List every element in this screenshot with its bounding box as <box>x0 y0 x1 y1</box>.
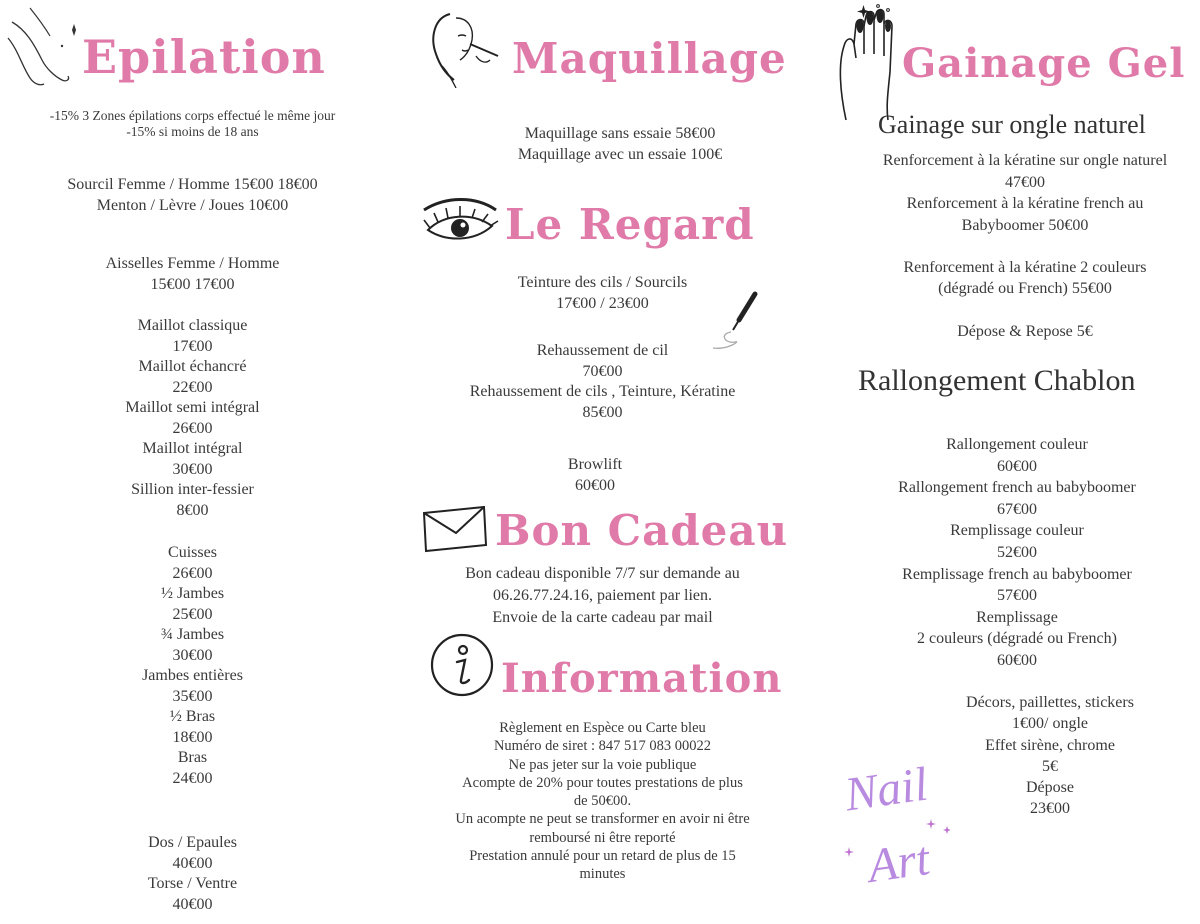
price-line: Sillion inter-fessier <box>131 481 254 498</box>
price-line: Renforcement à la kératine 2 couleurs <box>903 259 1147 276</box>
price-line: 15€00 17€00 <box>150 275 235 293</box>
envelope-icon <box>420 505 490 553</box>
price-line: ½ Bras <box>169 708 216 725</box>
maquillage-prices <box>405 124 835 165</box>
bon-cadeau-text <box>405 563 800 629</box>
price-line: Jambes entières <box>142 667 243 684</box>
promo-line: -15% 3 Zones épilations corps effectué le même jour <box>49 108 336 123</box>
epilation-face-prices <box>0 175 385 216</box>
center-column <box>405 0 800 924</box>
price-line: ½ Jambes <box>160 585 225 602</box>
price-line: 47€00 <box>1005 173 1045 191</box>
information-text <box>405 719 800 884</box>
price-line: 70€00 <box>582 362 623 380</box>
gainage-depose-prices <box>850 322 1200 343</box>
epilation-title: Epilation <box>82 30 326 84</box>
text-line: minutes <box>579 866 626 883</box>
text-line: Règlement en Espèce ou Carte bleu <box>499 720 706 736</box>
price-line: 25€00 <box>172 605 213 623</box>
sparkle-icon <box>856 0 896 22</box>
price-line: 18€00 <box>172 728 213 746</box>
nails-column <box>820 0 1200 924</box>
price-line: 26€00 <box>172 564 213 582</box>
price-line: Rallongement french au babyboomer <box>898 479 1136 497</box>
price-line: 2 couleurs (dégradé ou French) <box>917 630 1117 648</box>
price-line: 8€00 <box>176 501 209 519</box>
price-line: 17€00 / 23€00 <box>556 294 649 312</box>
gainage-subtitle: Gainage sur ongle naturel <box>878 110 1146 139</box>
price-line: Dépose <box>1026 779 1074 797</box>
price-line: 60€00 <box>575 476 615 494</box>
price-line: Rallongement couleur <box>946 436 1088 453</box>
price-line: 52€00 <box>997 543 1037 561</box>
price-line: Dos / Epaules <box>148 834 237 851</box>
price-line: 24€00 <box>172 769 213 787</box>
price-line: Maillot classique <box>137 317 248 334</box>
price-line: Dépose & Repose 5€ <box>957 323 1093 340</box>
price-line: 22€00 <box>172 378 213 396</box>
eye-lashes-icon <box>420 196 500 252</box>
text-line: 06.26.77.24.16, paiement par lien. <box>492 587 713 604</box>
bon-cadeau-title: Bon Cadeau <box>495 506 789 555</box>
text-line: Acompte de 20% pour toutes prestations de plus <box>462 774 743 791</box>
text-line: Prestation annulé pour un retard de plus de 15 <box>469 848 736 865</box>
price-line: Renforcement à la kératine sur ongle naturel <box>882 152 1168 169</box>
price-line: Maquillage avec un essaie 100€ <box>517 145 723 163</box>
price-line: Remplissage couleur <box>950 522 1084 540</box>
price-line: Cuisses <box>168 544 217 561</box>
gainage-keratin-prices <box>850 150 1200 236</box>
epilation-legs-prices <box>0 543 385 789</box>
nail-art-script: Art <box>864 831 933 894</box>
price-line: Maillot échancré <box>138 358 247 375</box>
text-line: Ne pas jeter sur la voie publique <box>508 756 697 773</box>
text-line: Un acompte ne peut se transformer en avoir ni être <box>455 811 750 828</box>
price-line: 35€00 <box>172 687 213 705</box>
rallongement-prices <box>842 434 1192 672</box>
price-line: (dégradé ou French) 55€00 <box>938 279 1112 297</box>
price-line: 60€00 <box>997 457 1037 475</box>
price-line: Teinture des cils / Sourcils <box>517 274 688 291</box>
price-line: 40€00 <box>172 854 213 872</box>
price-line: Renforcement à la kératine french au <box>906 195 1144 212</box>
price-line: 30€00 <box>172 460 213 478</box>
text-line: remboursé ni être reporté <box>529 829 676 846</box>
regard-browlift-prices <box>405 455 785 496</box>
regard-title: Le Regard <box>505 200 755 249</box>
rallongement-title: Rallongement Chablon <box>858 364 1136 397</box>
sparkle-icon <box>840 815 950 875</box>
price-line: Effet sirène, chrome <box>985 736 1115 754</box>
price-line: 17€00 <box>172 337 213 355</box>
price-line: 30€00 <box>172 646 213 664</box>
price-line: Rehaussement de cils , Teinture, Kératine <box>469 383 736 400</box>
price-line: Sourcil Femme / Homme 15€00 18€00 <box>67 176 318 193</box>
price-line: 67€00 <box>997 500 1037 518</box>
epilation-maillot-prices <box>0 316 385 521</box>
price-line: 57€00 <box>997 587 1037 605</box>
price-line: 1€00/ ongle <box>1012 715 1088 733</box>
price-line: Décors, paillettes, stickers <box>966 694 1134 711</box>
price-line: Bras <box>177 749 208 766</box>
price-line: Menton / Lèvre / Joues 10€00 <box>96 196 289 214</box>
info-icon <box>429 632 495 698</box>
decor-prices <box>905 692 1195 820</box>
price-line: Remplissage <box>976 608 1058 626</box>
information-title: Information <box>501 655 783 702</box>
epilation-promo <box>0 108 385 140</box>
price-line: Maillot semi intégral <box>125 399 260 416</box>
price-line: Browlift <box>567 456 623 473</box>
price-line: Babyboomer 50€00 <box>961 216 1089 234</box>
price-line: 26€00 <box>172 419 213 437</box>
epilation-armpit-prices <box>0 254 385 295</box>
nail-art-script: Nail <box>841 757 931 822</box>
price-line: 23€00 <box>1030 800 1070 818</box>
gainage-two-color-prices <box>850 258 1200 299</box>
price-line: 85€00 <box>582 403 623 421</box>
epilation-column <box>0 0 385 924</box>
gainage-title: Gainage Gel <box>902 40 1186 87</box>
legs-line-art-icon <box>0 0 90 90</box>
price-line: Rehaussement de cil <box>536 342 669 359</box>
price-line: Maillot intégral <box>142 440 243 457</box>
text-line: de 50€00. <box>573 793 632 810</box>
price-line: Torse / Ventre <box>147 875 238 892</box>
woman-makeup-line-art-icon <box>420 8 505 88</box>
price-line: 5€ <box>1042 757 1058 775</box>
price-line: Maquillage sans essaie 58€00 <box>524 125 716 142</box>
maquillage-title: Maquillage <box>512 34 787 83</box>
text-line: Envoie de la carte cadeau par mail <box>492 609 713 626</box>
epilation-body-prices <box>0 833 385 915</box>
promo-line: -15% si moins de 18 ans <box>126 124 259 139</box>
price-line: Aisselles Femme / Homme <box>105 255 280 272</box>
text-line: Bon cadeau disponible 7/7 sur demande au <box>465 565 740 582</box>
price-line: 60€00 <box>997 651 1037 669</box>
price-line: Remplissage french au babyboomer <box>902 565 1132 583</box>
text-line: Numéro de siret : 847 517 083 00022 <box>493 738 712 755</box>
price-line: ¾ Jambes <box>160 626 225 643</box>
regard-lift-prices <box>405 341 800 423</box>
price-line: 40€00 <box>172 895 213 913</box>
